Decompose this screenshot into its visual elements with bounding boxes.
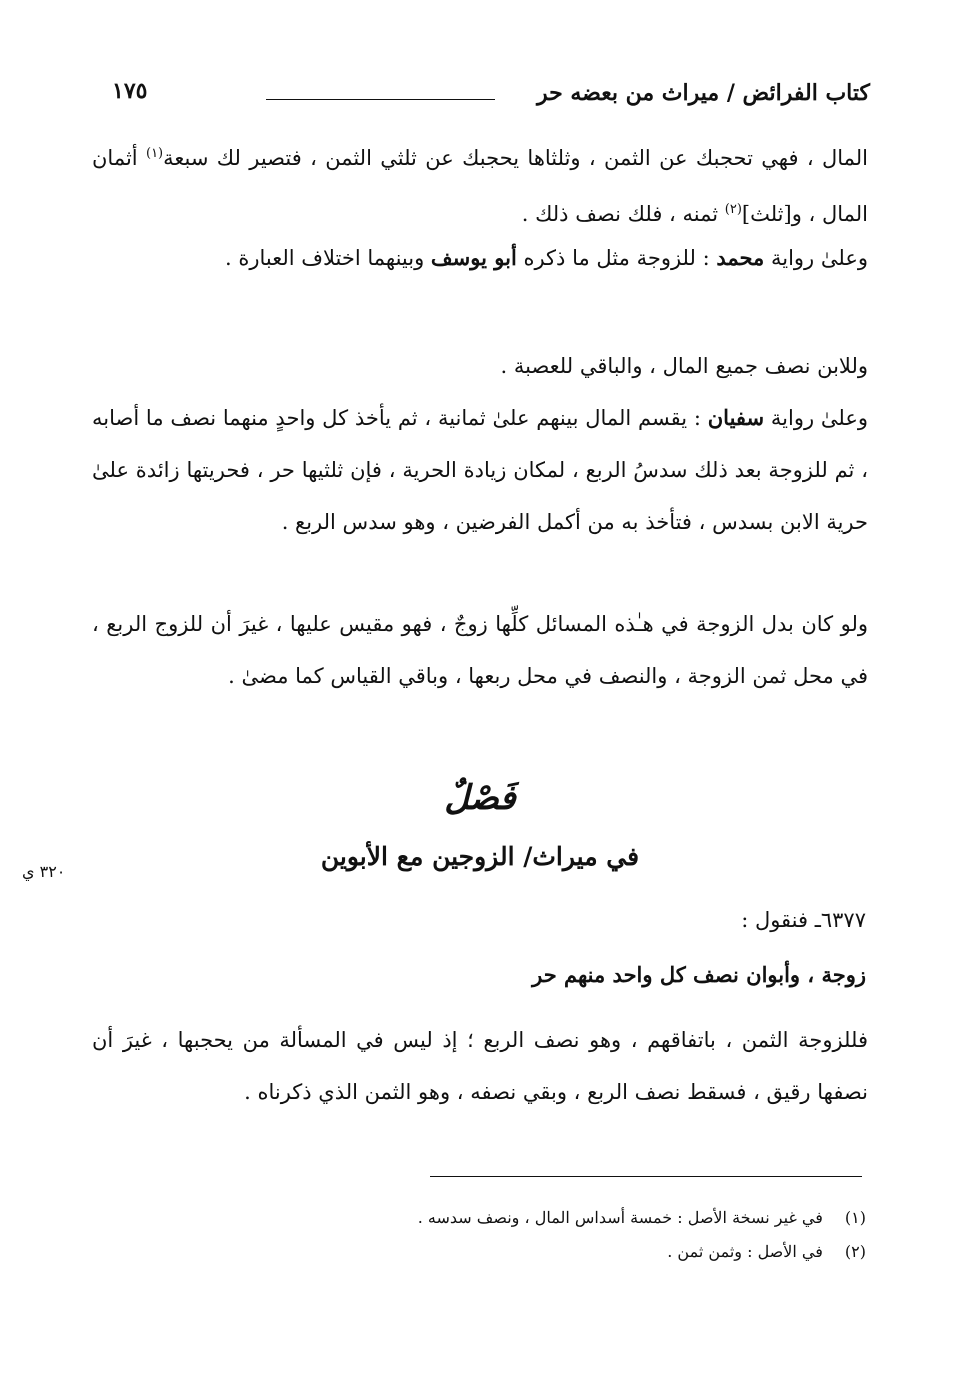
footnote-1	[418, 1208, 866, 1227]
text-segment: : يقسم المال بينهم علىٰ ثمانية ، ثم يأخذ كل واحدٍ منهما نصف ما أصابه ، ثم للزوجة بعد ذلك سدسُ الربع ، لمكان زيادة الحرية ، فإن ثلثيها حر ، فحريتها زائدة علىٰ حرية الابن بسدس ، فتأخذ به من أكمل الفرضين ، وهو سدس الربع .	[92, 406, 868, 534]
text-segment: : للزوجة مثل ما ذكره	[516, 246, 717, 270]
final-paragraph: فللزوجة الثمن ، باتفاقهم ، وهو نصف الربع ؛ إذ ليس في المسألة من يحجبها ، غيرَ أن نصفها رقيق ، فسقط نصف الربع ، وبقي نصفه ، وهو الثمن الذي ذكرناه .	[92, 1028, 868, 1104]
footnote-ref: (١)	[145, 146, 164, 161]
text-segment: ثمنه ، فلك نصف ذلك .	[521, 202, 725, 226]
paragraph-5	[92, 598, 868, 702]
section-ornament: فَصْلٌ	[444, 778, 516, 818]
footnote-text: في غير نسخة الأصل : خمسة أسداس المال ، ونصف سدسه .	[417, 1208, 823, 1227]
footnote-number: (١)	[844, 1208, 866, 1227]
page-number: ١٧٥	[112, 78, 148, 104]
margin-note: ٣٢٠ ي	[22, 862, 66, 881]
footnote-number: (٢)	[844, 1242, 866, 1261]
name-emphasis: محمد	[716, 245, 765, 270]
footnote-ref: (٢)	[724, 202, 742, 217]
text-segment: المال ، فهي تحجبك عن الثمن ، وثلثاها يحجبك عن ثلثي الثمن ، فتصير لك سبعة	[163, 146, 868, 170]
paragraph-4	[92, 392, 868, 548]
text-segment: وللابن نصف جميع المال ، والباقي للعصبة .	[500, 354, 868, 378]
text-segment: وعلىٰ رواية	[764, 246, 868, 270]
paragraph-2	[92, 232, 868, 284]
text-segment: أثمان المال ، و[ثلث]	[92, 146, 868, 226]
name-emphasis: أبو يوسف	[430, 245, 517, 270]
footnote-text: في الأصل : وثمن ثمن .	[667, 1242, 823, 1261]
text-segment: ولو كان بدل الزوجة في هـٰذه المسائل كلِّها زوجٌ ، فهو مقيس عليها ، غيرَ أن للزوج الربع ، في محل ثمن الزوجة ، والنصف في محل ربعها ، وباقي القياس كما مضىٰ .	[92, 612, 868, 688]
issue-case: زوجة ، وأبوان نصف كل واحد منهم حر	[532, 962, 866, 987]
paragraph-3	[92, 340, 868, 392]
running-title: كتاب الفرائض / ميراث من بعضه حر	[536, 80, 870, 106]
paragraph-1	[92, 128, 868, 240]
footnote-2	[667, 1242, 866, 1261]
running-header	[98, 74, 870, 114]
footnote-rule	[430, 1176, 862, 1177]
issue-number: ٦٣٧٧ـ فنقول :	[741, 908, 866, 932]
name-emphasis: سفيان	[707, 405, 765, 430]
section-title: في ميراث/ الزوجين مع الأبوين	[320, 842, 640, 871]
text-segment: وبينهما اختلاف العبارة .	[224, 246, 431, 270]
text-segment: وعلىٰ رواية	[764, 406, 868, 430]
header-rule	[266, 99, 495, 100]
